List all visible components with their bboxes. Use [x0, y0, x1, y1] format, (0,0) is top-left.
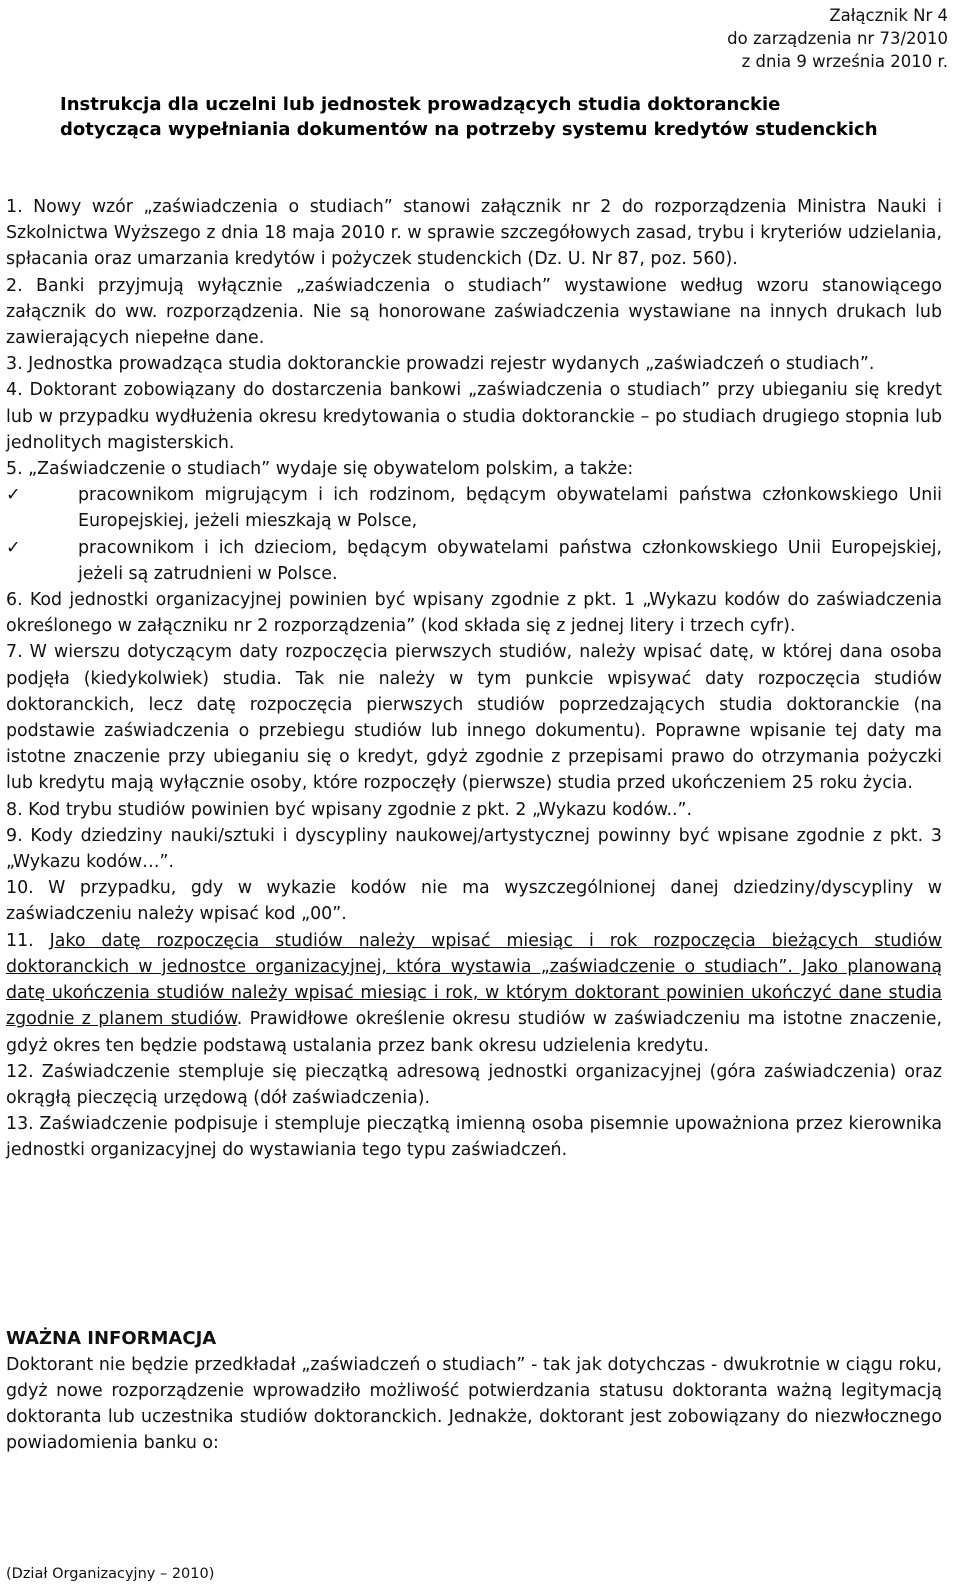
title-line-1: Instrukcja dla uczelni lub jednostek prowadzących studia doktoranckie [60, 94, 781, 115]
instruction-7: 7. W wierszu dotyczącym daty rozpoczęcia pierwszych studiów, należy wpisać datę, w której dana osoba podjęła (kiedykolwiek) studia. Tak nie należy w tym punkcie wpisywać daty rozpoczęcia studiów doktoranckich, lecz datę rozpoczęcia pierwszych studiów poprzedzających studia doktoranckie (na podstawie zaświadczenia o przebiegu studiów lub innego dokumentu). Poprawne wpisanie tej daty ma istotne znaczenie przy ubieganiu się o kredyt, gdyż zgodnie z przepisami prawo do otrzymania pożyczki lub kredytu mają wyłącznie osoby, które rozpoczęły (pierwsze) studia przed ukończeniem 25 roku życia. [6, 642, 942, 794]
important-info-text: Doktorant nie będzie przedkładał „zaświadczeń o studiach” - tak jak dotychczas - dwukrotnie w ciągu roku, gdyż nowe rozporządzenie wprowadziło możliwość potwierdzania statusu doktoranta ważną legitymacją doktoranta lub uczestnika studiów doktoranckich. Jednakże, doktorant jest zobowiązany do niezwłocznego powiadomienia banku o: [6, 1355, 942, 1453]
title-line-2: dotycząca wypełniania dokumentów na potrzeby systemu kredytów studenckich [60, 119, 878, 140]
checklist-item-2 [6, 535, 942, 587]
instruction-10: 10. W przypadku, gdy w wykazie kodów nie ma wyszczególnionej danej dziedziny/dyscypliny w zaświadczeniu należy wpisać kod „00”. [6, 878, 942, 925]
instruction-11-rest: . Prawidłowe określenie okresu studiów w zaświadczeniu ma istotne znaczenie, gdyż okres ten będzie podstawą ustalania przez bank okresu udzielenia kredytu. [6, 1009, 943, 1056]
attachment-header [727, 4, 948, 73]
footer-note: (Dział Organizacyjny – 2010) [6, 1566, 215, 1582]
regulation-reference: do zarządzenia nr 73/2010 [727, 29, 948, 48]
checkmark-icon: ✓ [6, 485, 21, 506]
instruction-6: 6. Kod jednostki organizacyjnej powinien być wpisany zgodnie z pkt. 1 „Wykazu kodów do zaświadczenia określonego w załączniku nr 2 rozporządzenia” (kod składa się z jednej litery i trzech cyfr). [6, 590, 942, 637]
document-title [60, 92, 878, 142]
instruction-12: 12. Zaświadczenie stempluje się pieczątką adresową jednostki organizacyjnej (góra zaświadczenia) oraz okrągłą pieczęcią urzędową (dół zaświadczenia). [6, 1061, 942, 1108]
checklist-item-1 [6, 482, 942, 534]
instruction-5: 5. „Zaświadczenie o studiach” wydaje się obywatelom polskim, a także: [6, 459, 634, 480]
instruction-1: 1. Nowy wzór „zaświadczenia o studiach” stanowi załącznik nr 2 do rozporządzenia Ministra Nauki i Szkolnictwa Wyższego z dnia 18 maja 2010 r. w sprawie szczegółowych zasad, trybu i kryteriów udzielania, spłacania oraz umarzania kredytów i pożyczek studenckich (Dz. U. Nr 87, poz. 560). [6, 197, 942, 270]
instruction-9: 9. Kody dziedziny nauki/sztuki i dyscypliny naukowej/artystycznej powinny być wpisane zgodnie z pkt. 3 „Wykazu kodów…”. [6, 825, 942, 873]
instruction-8: 8. Kod trybu studiów powinien być wpisany zgodnie z pkt. 2 „Wykazu kodów..”. [6, 799, 693, 820]
instruction-13: 13. Zaświadczenie podpisuje i stempluje pieczątką imienną osoba pisemnie upoważniona przez kierownika jednostki organizacyjnej do wystawiania tego typu zaświadczeń. [6, 1114, 942, 1161]
regulation-date: z dnia 9 września 2010 r. [741, 52, 948, 71]
instruction-11-underlined: Jako datę rozpoczęcia studiów należy wpisać miesiąc i rok rozpoczęcia bieżących studiów doktoranckich w jednostce organizacyjnej, która wystawia „zaświadczenie o studiach”. Jako planowaną datę ukończenia studiów należy wpisać miesiąc i rok, w którym doktorant powinien ukończyć dane studia zgodnie z planem studiów [6, 930, 942, 1030]
checklist-text-2: pracownikom i ich dzieciom, będącym obywatelami państwa członkowskiego Unii Europejskiej, jeżeli są zatrudnieni w Polsce. [78, 537, 942, 584]
instructions-list [6, 194, 942, 1164]
important-info-heading: WAŻNA INFORMACJA [6, 1328, 217, 1349]
checkmark-icon: ✓ [6, 537, 21, 558]
instruction-4: 4. Doktorant zobowiązany do dostarczenia bankowi „zaświadczenia o studiach” przy ubieganiu się kredyt lub w przypadku wydłużenia okresu kredytowania o studia doktoranckie – po studiach drugiego stopnia lub jednolitych magisterskich. [6, 380, 942, 453]
instruction-11 [6, 928, 942, 1059]
instruction-3: 3. Jednostka prowadząca studia doktoranckie prowadzi rejestr wydanych „zaświadczeń o studiach”. [6, 354, 875, 375]
attachment-number: Załącznik Nr 4 [829, 6, 948, 25]
instruction-2: 2. Banki przyjmują wyłącznie „zaświadczenia o studiach” wystawione według wzoru stanowiącego załącznik do ww. rozporządzenia. Nie są honorowane zaświadczenia wystawiane na innych drukach lub zawierających niepełne dane. [6, 275, 942, 349]
checklist-text-1: pracownikom migrującym i ich rodzinom, będącym obywatelami państwa członkowskiego Unii Europejskiej, jeżeli mieszkają w Polsce, [78, 485, 942, 532]
instruction-11-number: 11. [6, 930, 50, 951]
important-info-section [6, 1326, 942, 1456]
